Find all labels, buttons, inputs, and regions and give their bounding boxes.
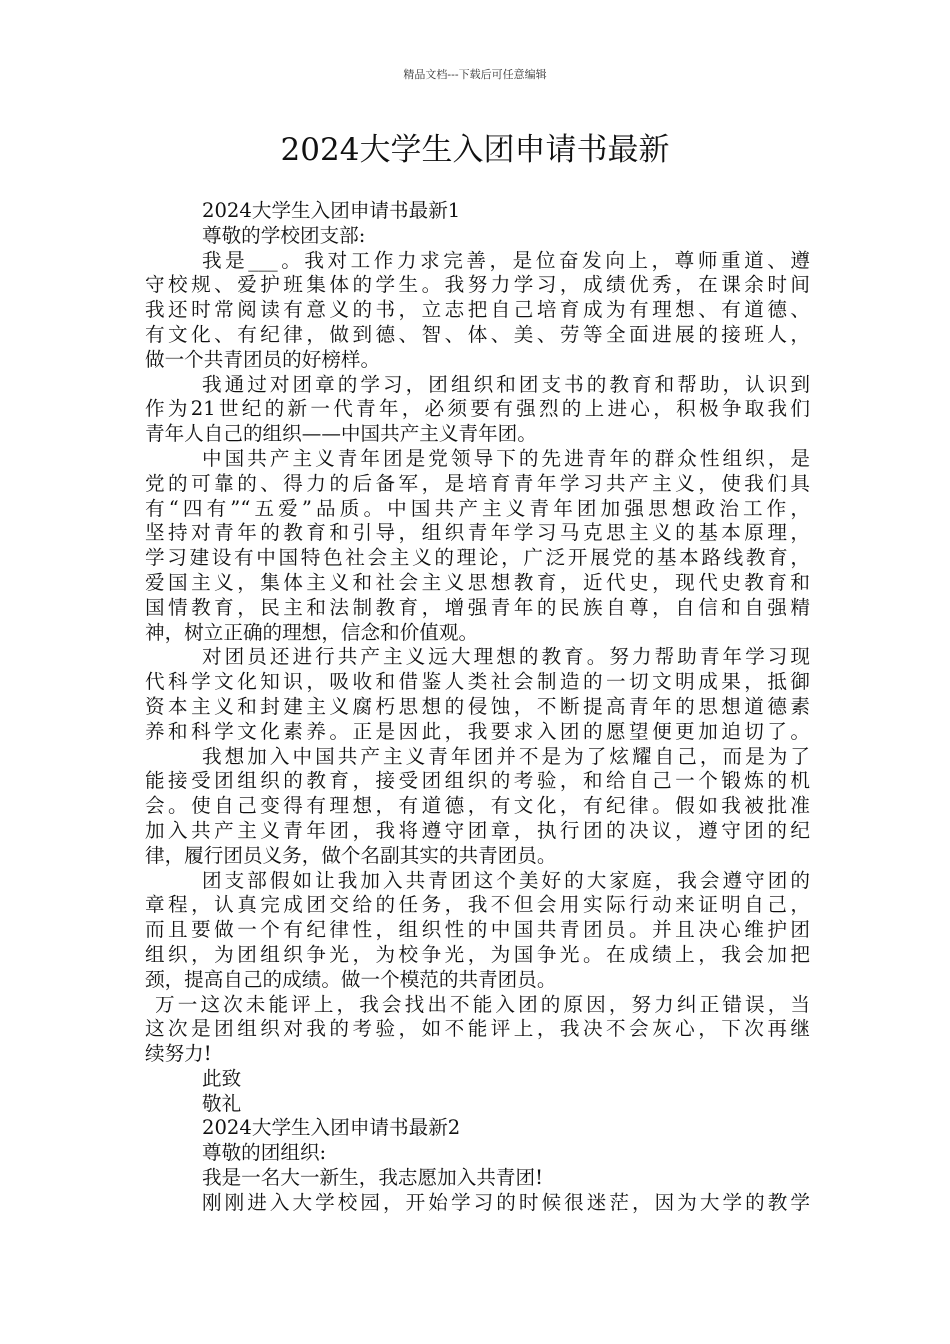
text-line: 做一个共青团员的好榜样。 — [145, 347, 381, 371]
text-line: 尊敬的学校团支部: — [202, 223, 366, 247]
text-line: 敬礼 — [202, 1091, 242, 1115]
text-line: 章程，认真完成团交给的任务，我不但会用实际行动来证明自己， — [145, 893, 810, 917]
text-line: 学习建设有中国特色社会主义的理论，广泛开展党的基本路线教育， — [145, 546, 810, 570]
text-line: 我还时常阅读有意义的书，立志把自己培育成为有理想、有道德、 — [145, 298, 810, 322]
text-line: 养和科学文化素养。正是因此，我要求入团的愿望便更加迫切了。 — [145, 719, 810, 743]
text-line: 组织，为团组织争光，为校争光，为国争光。在成绩上，我会加把 — [145, 942, 810, 966]
text-line: 爱国主义，集体主义和社会主义思想教育，近代史，现代史教育和 — [145, 570, 810, 594]
text-line: 有文化、有纪律，做到德、智、体、美、劳等全面进展的接班人， — [145, 322, 810, 346]
text-line: 尊敬的团组织: — [202, 1141, 327, 1165]
text-line: 这次是团组织对我的考验，如不能评上，我决不会灰心，下次再继 — [145, 1017, 810, 1041]
text-line: 中国共产主义青年团是党领导下的先进青年的群众性组织，是 — [202, 446, 810, 470]
text-line: 资本主义和封建主义腐朽思想的侵蚀，不断提高青年的思想道德素 — [145, 694, 810, 718]
text-line: 加入共产主义青年团，我将遵守团章，执行团的决议，遵守团的纪 — [145, 818, 810, 842]
text-line: 有“四有”“五爱”品质。中国共产主义青年团加强思想政治工作， — [145, 496, 810, 520]
text-line: 万一这次未能评上，我会找出不能入团的原因，努力纠正错误，当 — [155, 992, 810, 1016]
text-line: 党的可靠的、得力的后备军，是培育青年学习共产主义，使我们具 — [145, 471, 810, 495]
text-line: 国情教育，民主和法制教育，增强青年的民族自尊，自信和自强精 — [145, 595, 810, 619]
text-line: 我是一名大一新生，我志愿加入共青团! — [202, 1166, 543, 1190]
text-line: 代科学文化知识，吸收和借鉴人类社会制造的一切文明成果，抵御 — [145, 670, 810, 694]
text-line: 能接受团组织的教育，接受团组织的考验，和给自己一个锻炼的机 — [145, 769, 810, 793]
text-line: 颈，提高自己的成绩。做一个模范的共青团员。 — [145, 967, 557, 991]
text-line: 续努力! — [145, 1042, 212, 1066]
text-line: 2024大学生入团申请书最新1 — [202, 199, 461, 222]
text-line: 2024大学生入团申请书最新2 — [202, 1116, 461, 1140]
text-line: 坚持对青年的教育和引导，组织青年学习马克思主义的基本原理， — [145, 521, 810, 545]
text-line: 会。使自己变得有理想，有道德，有文化，有纪律。假如我被批准 — [145, 794, 810, 818]
text-line: 我通过对团章的学习，团组织和团支书的教育和帮助，认识到 — [202, 372, 810, 396]
text-line: 而且要做一个有纪律性，组织性的中国共青团员。并且决心维护团 — [145, 918, 810, 942]
text-line: 我想加入中国共产主义青年团并不是为了炫耀自己，而是为了 — [202, 744, 810, 768]
text-line: 神，树立正确的理想，信念和价值观。 — [145, 620, 479, 644]
text-line: 青年人自己的组织——中国共产主义青年团。 — [145, 422, 537, 446]
document-body — [145, 199, 810, 1216]
text-line: 守校规、爱护班集体的学生。我努力学习，成绩优秀，在课余时间 — [145, 273, 810, 297]
text-line: 团支部假如让我加入共青团这个美好的大家庭，我会遵守团的 — [202, 868, 810, 892]
text-line: 此致 — [202, 1066, 242, 1090]
text-line: 刚刚进入大学校园，开始学习的时候很迷茫，因为大学的教学 — [202, 1190, 810, 1214]
text-line: 对团员还进行共产主义远大理想的教育。努力帮助青年学习现 — [202, 645, 810, 669]
document-title: 2024大学生入团申请书最新 — [280, 132, 670, 168]
text-line: 我是___。我对工作力求完善，是位奋发向上，尊师重道、遵 — [202, 248, 810, 272]
page-header-note: 精品文档---下载后可任意编辑 — [403, 68, 547, 81]
text-line: 律，履行团员义务，做个名副其实的共青团员。 — [145, 843, 557, 867]
text-line: 作为21世纪的新一代青年，必须要有强烈的上进心，积极争取我们 — [145, 397, 810, 421]
